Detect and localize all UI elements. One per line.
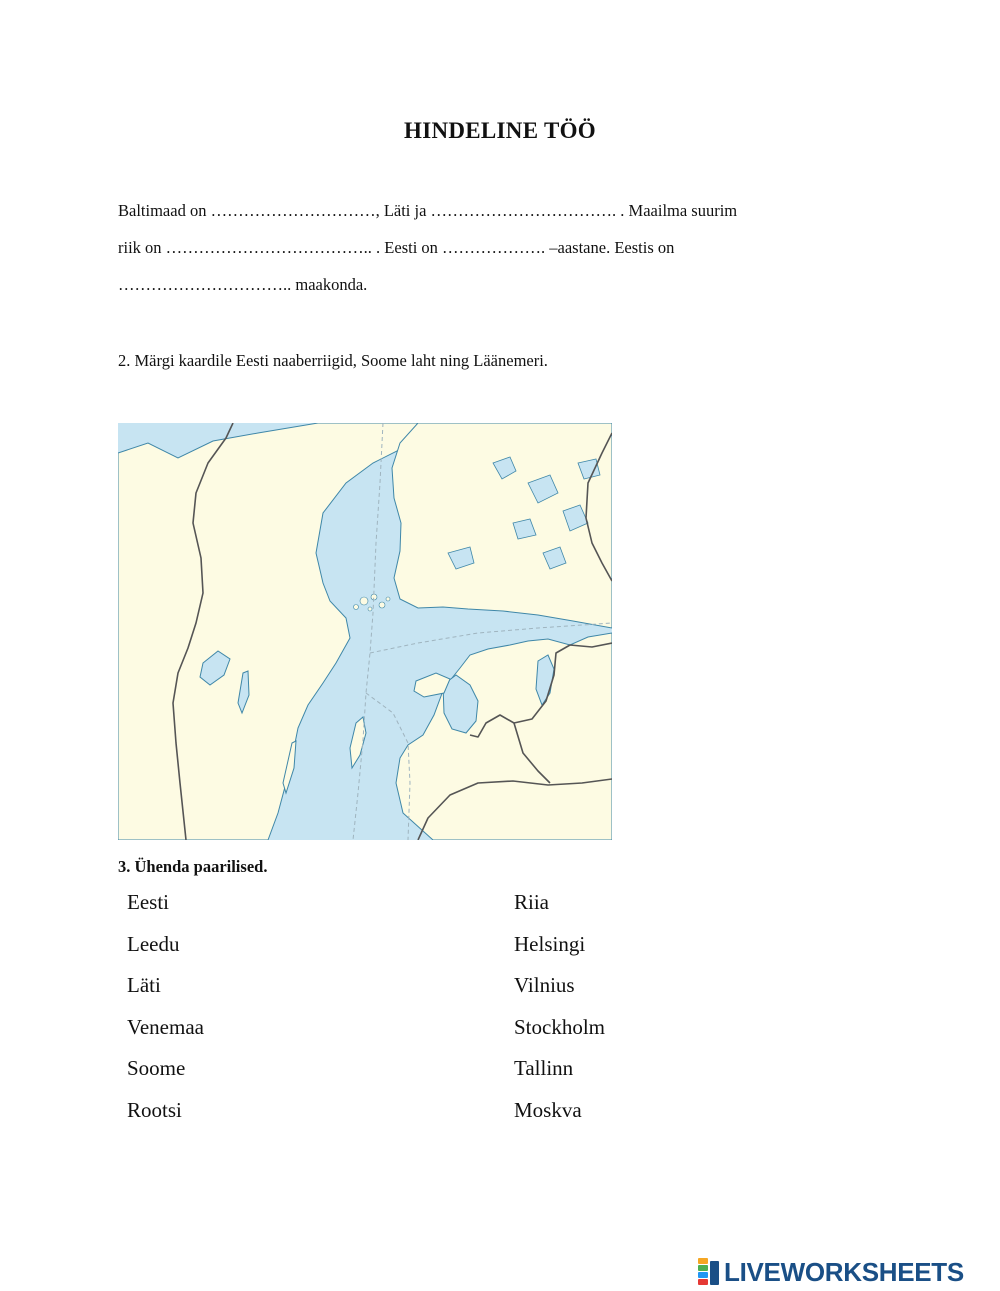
- capital-item[interactable]: Stockholm: [514, 1015, 606, 1039]
- exercise-1-line-3: ………………………….. maakonda.: [118, 275, 368, 294]
- country-item[interactable]: Leedu: [127, 932, 180, 956]
- capital-item[interactable]: Riia: [514, 890, 549, 914]
- country-item[interactable]: Rootsi: [127, 1098, 182, 1122]
- exercise-3-heading: 3. Ühenda paarilised.: [118, 857, 268, 876]
- country-item[interactable]: Venemaa: [127, 1015, 204, 1039]
- country-item[interactable]: Eesti: [127, 890, 169, 914]
- logo-text: LIVEWORKSHEETS: [724, 1256, 964, 1287]
- liveworksheets-logo: [698, 1255, 964, 1289]
- country-item[interactable]: Läti: [127, 973, 161, 997]
- exercise-1-line-2: riik on ……………………………….. . Eesti on ………………. –aastane. Eestis on: [118, 238, 675, 257]
- capital-item[interactable]: Vilnius: [514, 973, 575, 997]
- baltic-sea-map: [118, 423, 612, 840]
- exercise-1-line-1: Baltimaad on …………………………, Läti ja ……………………………. . Maailma suurim: [118, 201, 738, 220]
- liveworksheets-icon: [698, 1258, 720, 1286]
- page-title: HINDELINE TÖÖ: [404, 118, 596, 143]
- country-item[interactable]: Soome: [127, 1056, 186, 1080]
- exercise-2-instruction: 2. Märgi kaardile Eesti naaberriigid, Soome laht ning Läänemeri.: [118, 351, 548, 370]
- capital-item[interactable]: Tallinn: [514, 1056, 574, 1080]
- capital-item[interactable]: Helsingi: [514, 932, 586, 956]
- capital-item[interactable]: Moskva: [514, 1098, 582, 1122]
